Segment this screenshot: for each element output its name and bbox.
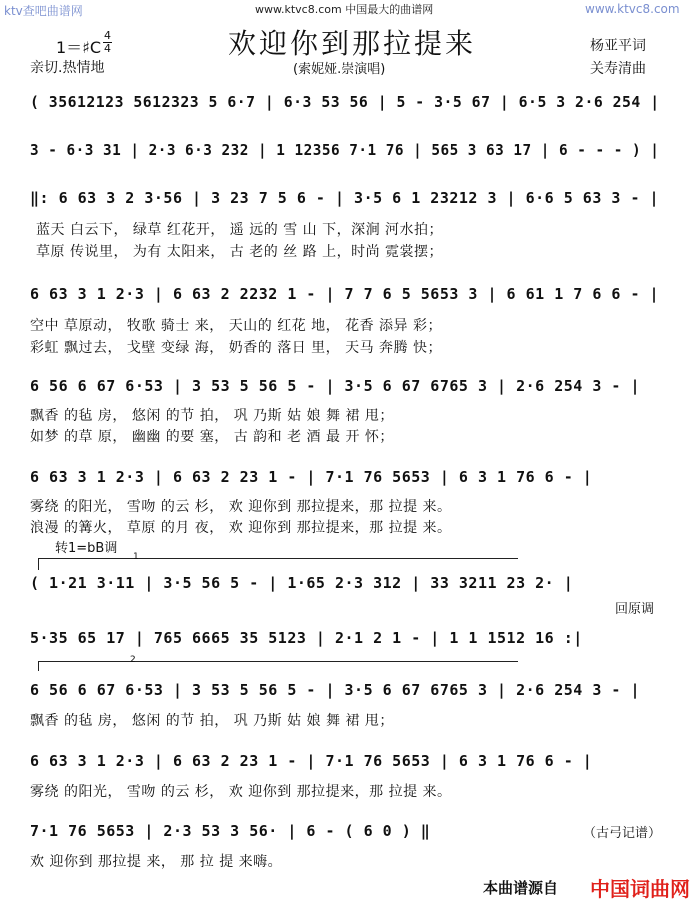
score-row-4: 6 63 3 1 2·3 | 6 63 2 2232 1 - | 7 7 6 5 5653 3 | 6 61 1 7 6 6 - | (30, 285, 660, 303)
lyric-row-10: 雾绕 的阳光， 雪吻 的云 杉， 欢 迎你到 那拉提来，那 拉提 来。 (30, 784, 452, 800)
lyric-row-11: 欢 迎你到 那拉提 来， 那 拉 提 来嗨。 (30, 854, 283, 870)
transcriber-credit: （古弓记谱） (583, 826, 662, 841)
key-signature: 1＝♯C (56, 38, 102, 57)
score-row-5: 6 56 6 67 6·53 | 3 53 5 56 5 - | 3·5 6 67 6765 3 | 2·6 254 3 - | (30, 377, 640, 395)
composer-credit: 关寿清曲 (590, 61, 646, 77)
source-label: 本曲谱源自 (483, 879, 559, 897)
score-row-2: 3 - 6·3 31 | 2·3 6·3 232 | 1 12356 7·1 76 | 565 3 63 17 | 6 - - - ) | (30, 141, 660, 159)
lyric-row-6-verse-2: 浪漫 的篝火， 草原 的月 夜， 欢 迎你到 那拉提来，那 拉提 来。 (30, 520, 452, 536)
score-row-11: 7·1 76 5653 | 2·3 53 3 56· | 6 - ( 6 0 ) ‖ (30, 822, 431, 840)
volta-1-number: 1 (133, 552, 139, 562)
lyric-row-6-verse-1: 雾绕 的阳光， 雪吻 的云 杉， 欢 迎你到 那拉提来，那 拉提 来。 (30, 499, 452, 515)
time-signature (103, 31, 112, 54)
return-key-marking: 回原调 (615, 602, 655, 617)
score-row-6: 6 63 3 1 2·3 | 6 63 2 23 1 - | 7·1 76 5653 | 6 3 1 76 6 - | (30, 468, 593, 486)
meter-bottom: 4 (104, 42, 111, 55)
lyric-row-3-verse-2: 草原 传说里， 为有 太阳来， 古 老的 丝 路 上，时尚 霓裳摆； (36, 244, 444, 260)
tempo-mood: 亲切.热情地 (30, 60, 105, 76)
score-row-8: 5·35 65 17 | 765 6665 35 5123 | 2·1 2 1 - | 1 1 1512 16 :| (30, 629, 583, 647)
volta-2-line (38, 661, 518, 662)
score-row-3: ‖: 6 63 3 2 3·56 | 3 23 7 5 6 - | 3·5 6 1 23212 3 | 6·6 5 63 3 - | (30, 189, 660, 207)
brand-logo-text: 中国词曲网 (590, 877, 690, 901)
singer-credit: (索妮娅.崇演唱) (293, 62, 386, 77)
watermark-right: www.ktvc8.com (585, 2, 680, 16)
meter-top: 4 (104, 29, 111, 42)
lyricist-credit: 杨亚平词 (590, 38, 646, 54)
lyric-row-4-verse-2: 彩虹 飘过去， 戈壁 变绿 海， 奶香的 落日 里， 天马 奔腾 快； (30, 340, 443, 356)
score-row-9: 6 56 6 67 6·53 | 3 53 5 56 5 - | 3·5 6 67 6765 3 | 2·6 254 3 - | (30, 681, 640, 699)
volta-2-bracket (38, 661, 39, 671)
watermark-center: www.ktvc8.com 中国最大的曲谱网 (255, 3, 434, 16)
score-row-1: ( 35612123 5612323 5 6·7 | 6·3 53 56 | 5 - 3·5 67 | 6·5 3 2·6 254 | (30, 93, 660, 111)
watermark-left: ktv查吧曲谱网 (4, 4, 83, 18)
volta-1-line (38, 558, 518, 559)
song-title: 欢迎你到那拉提来 (228, 27, 477, 60)
score-row-7: ( 1·21 3·11 | 3·5 56 5 - | 1·65 2·3 312 | 33 3211 23 2· | (30, 574, 574, 592)
lyric-row-5-verse-1: 飘香 的毡 房， 悠闲 的节 拍， 巩 乃斯 姑 娘 舞 裙 甩； (30, 408, 394, 424)
score-row-10: 6 63 3 1 2·3 | 6 63 2 23 1 - | 7·1 76 5653 | 6 3 1 76 6 - | (30, 752, 593, 770)
lyric-row-9: 飘香 的毡 房， 悠闲 的节 拍， 巩 乃斯 姑 娘 舞 裙 甩； (30, 713, 394, 729)
lyric-row-4-verse-1: 空中 草原动， 牧歌 骑士 来， 天山的 红花 地， 花香 添异 彩； (30, 318, 443, 334)
lyric-row-3-verse-1: 蓝天 白云下， 绿草 红花开， 遥 远的 雪 山 下，深涧 河水拍； (36, 222, 444, 238)
lyric-row-5-verse-2: 如梦 的草 原， 幽幽 的要 塞， 古 韵和 老 酒 最 开 怀； (30, 429, 394, 445)
modulation-marking: 转1=bB调 (55, 541, 118, 556)
volta-1-bracket (38, 558, 39, 570)
volta-2-number: 2 (130, 655, 136, 665)
